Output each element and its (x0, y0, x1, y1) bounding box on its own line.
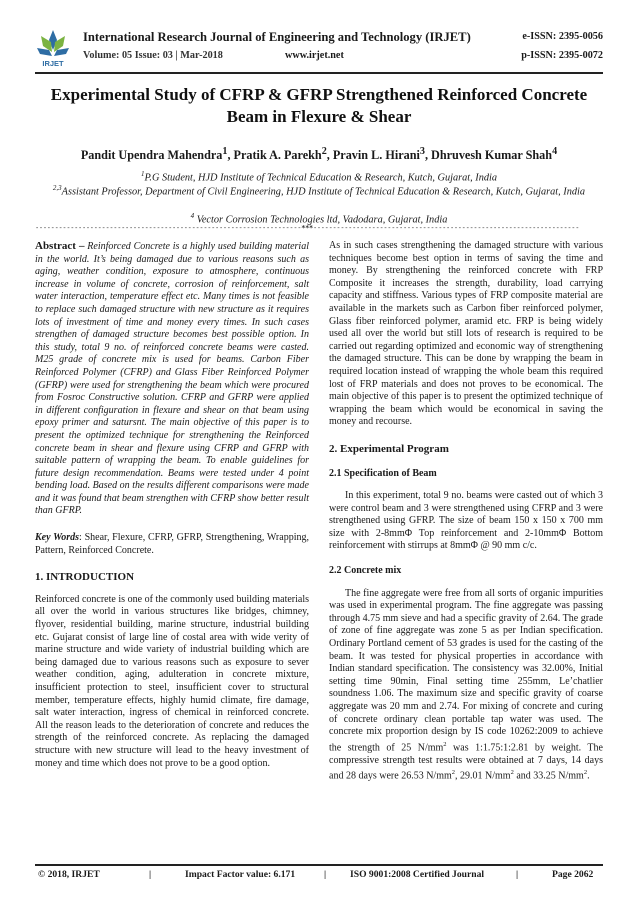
author-list: Pandit Upendra Mahendra$^1$, Pratik A. Parekh$^2$, Pravin L. Hirani$^3$, Dhruvesh Kumar Shah$^4$ (80, 146, 558, 163)
affiliation-4: $^4$ Vector Corrosion Technologies ltd, Vadodara, Gujarat, India (190, 212, 448, 226)
section-heading-experimental: 2. Experimental Program (329, 442, 449, 455)
paper-title: Experimental Study of CFRP & GFRP Strengthened Reinforced Concrete Beam in Flexure & Shear (50, 85, 588, 126)
journal-header (35, 28, 603, 70)
logo-wordmark: IRJET (42, 59, 64, 68)
right-column (329, 240, 603, 783)
footer-impact-factor: Impact Factor value: 6.171 (185, 869, 296, 880)
introduction-continued: As in such cases strengthening the damaged structure with various techniques become best option in terms of saving the time and money. By strengthening the reinforced concrete with FRP Composite it increases the strength, durability, load carrying capacity and stiffness. Various types of FRP composite material are available in the markets such as Carbon fiber reinforced polymer, Glass fiber reinforced polymer, aramid etc. FRP is being widely used all over the world but still lots of research is required to be carried out regarding optimized and economic way of strengthening the damaged structure. This can be done by wrapping the beam in required location instead of wrapping the whole beam this required lost of FRP materials and does not proves to be economical. The main objective of this paper is to present the optimized technique of wrapping the beam which would be economical in saving the money and recourse. (329, 240, 603, 428)
author-sup: 2 (321, 146, 327, 157)
irjet-logo (35, 28, 71, 68)
affiliation-2: $^{2,3}$Assistant Professor, Department of Civil Engineering, HJD Institute of Technical Education & Research, Kutch, Gujarat, India (52, 184, 586, 198)
keywords-text: : Shear, Flexure, CFRP, GFRP, Strengthening, Wrapping, Pattern, Reinforced Concrete. (35, 532, 309, 556)
author-sup: 1 (222, 146, 228, 157)
footer-iso: ISO 9001:2008 Certified Journal (350, 869, 485, 880)
footer-separator: | (149, 869, 152, 880)
keywords (35, 532, 309, 557)
footer-separator: | (324, 869, 327, 880)
volume-issue: Volume: 05 Issue: 03 | Mar-2018 (83, 50, 223, 61)
subsection-heading-mix: 2.2 Concrete mix (329, 565, 402, 577)
author-name: Dhruvesh Kumar Shah (431, 148, 553, 163)
concrete-mix-text: The fine aggregate were free from all sorts of organic impurities was used in experimental program. The fine aggregate was passing through 4.75 mm sieve and had a specific gravity of 2.64. The grade of zone of fine aggregate was zone 5 as per Indian specification. Ordinary Portland cement of 53 grades is used for the casting of the beam. It was tested for physical properties in accordance with Indian standard specification. The consistency was 32.00%, Initial setting time 90min, Final setting time 255mm, Le’chatlier soundness 1.06. The maximum size and specific gravity of coarse aggregate was 20 mm and 2.74. For mixing of concrete and curing of concrete ordinary clean portable tap water was used. The concrete mix proportion design by IS code 10262:2009 to achieve the strength of 25 $N/mm^2$ was 1:1.75:1:2.81 by weight. The compressive strength test results were obtained at 7 days, 14 days and 28 days were 26.53 $N/mm^2$, 29.01 $N/mm^2$ and 33.25 $N/mm^2$. (329, 587, 603, 782)
journal-name: International Research Journal of Engineering and Technology (IRJET) (83, 30, 471, 44)
author-name: Pratik A. Parekh (233, 148, 322, 163)
author-sup: 3 (419, 146, 425, 157)
subsection-heading-beam: 2.1 Specification of Beam (329, 467, 437, 479)
footer-copyright: © 2018, IRJET (38, 869, 100, 880)
author-name: Pandit Upendra Mahendra (80, 148, 223, 163)
abstract-label: Abstract – (35, 240, 85, 252)
p-issn: p-ISSN: 2395-0072 (521, 50, 603, 61)
section-divider: --------------------------------------------------------------------***-------------------------------------------------------------------- (35, 224, 580, 232)
page-footer (35, 869, 603, 885)
keywords-label: Key Words (35, 532, 80, 544)
abstract (35, 240, 309, 518)
header-rule (35, 72, 603, 74)
affiliation-1: $^1$P.G Student, HJD Institute of Technical Education & Research, Kutch, Gujarat, India (140, 170, 498, 184)
left-column (35, 240, 309, 770)
introduction-text: Reinforced concrete is one of the commonly used building materials all over the world in various structures like bridges, chimney, flyover, residential building, marine structure, industrial building etc. Gujarat consist of large line of costal area with wide verity of marine structure and wide variety of industrial building which are being damaged due to various reasons such as exposure to sever weather condition, aging, adulteration in concrete mixture, insufficient protection to steel, insufficient cover to structural member, temperature effects, highly humid climate, fire damage, salt water interaction, ingress of chemical in reinforced concrete. All the reason leads to the deterioration of concrete and reduces the strength of the reinforced concrete. As replacing the damaged structure with new structure will lead to the heavy investment of money and time which does not prove to be a good option. (35, 593, 309, 769)
abstract-text: Reinforced Concrete is a highly used building material in the world. It’s being damaged due to various reasons such as aging, weather condition, exposure to atmosphere, continuous increase in volume of concrete, corrosion of reinforcement, salt water interaction, temperature effect etc. Many times is not feasible to replace such damaged structure with new structure as it requires lots of investment of time and money every times. In such cases strengthen of damaged structure becomes best possible option. In this study, total 9 no. of reinforced concrete beams were casted. M25 grade of concrete mix is used for beams. Carbon Fiber Reinforced Polymer (CFRP) and Glass Fiber Reinforced Polymer (GFRP) were used for strengthening the beam which were procured from Fosroc Constructive solution. CFRP and GFRP were applied in different configuration in flexure and shear on that beam using epoxy primer and satursnt. The main objective of this paper is to present the optimized technique for strengthening the Reinforced concrete beam in shear and flexure using CFRP and GFRP with suitable pattern of wrapping the beam. To enable guidelines for future design recommendation. Beams were tested under 4 point bending load. Based on the results different comparisons were made and it was found that beam strengthen with CFRP show better result than GFRP. (35, 241, 309, 517)
section-heading-introduction: 1. INTRODUCTION (35, 571, 135, 584)
author-name: Pravin L. Hirani (332, 148, 420, 163)
footer-separator: | (516, 869, 519, 880)
footer-page-number: Page 2062 (552, 869, 594, 880)
e-issn: e-ISSN: 2395-0056 (522, 31, 603, 42)
footer-rule (35, 864, 603, 866)
journal-website: www.irjet.net (285, 50, 344, 61)
author-sup: 4 (552, 146, 558, 157)
beam-spec-text: In this experiment, total 9 no. beams were casted out of which 3 were control beam and 3 were strengthened using CFRP and 3 were strengthened using GFRP. The size of beam 150 x 150 x 700 mm size with 2-8mmΦ Top reinforcement and 2-10mmΦ Bottom reinforcement with stirrups at 8mmΦ @ 90 mm c/c. (329, 490, 603, 552)
